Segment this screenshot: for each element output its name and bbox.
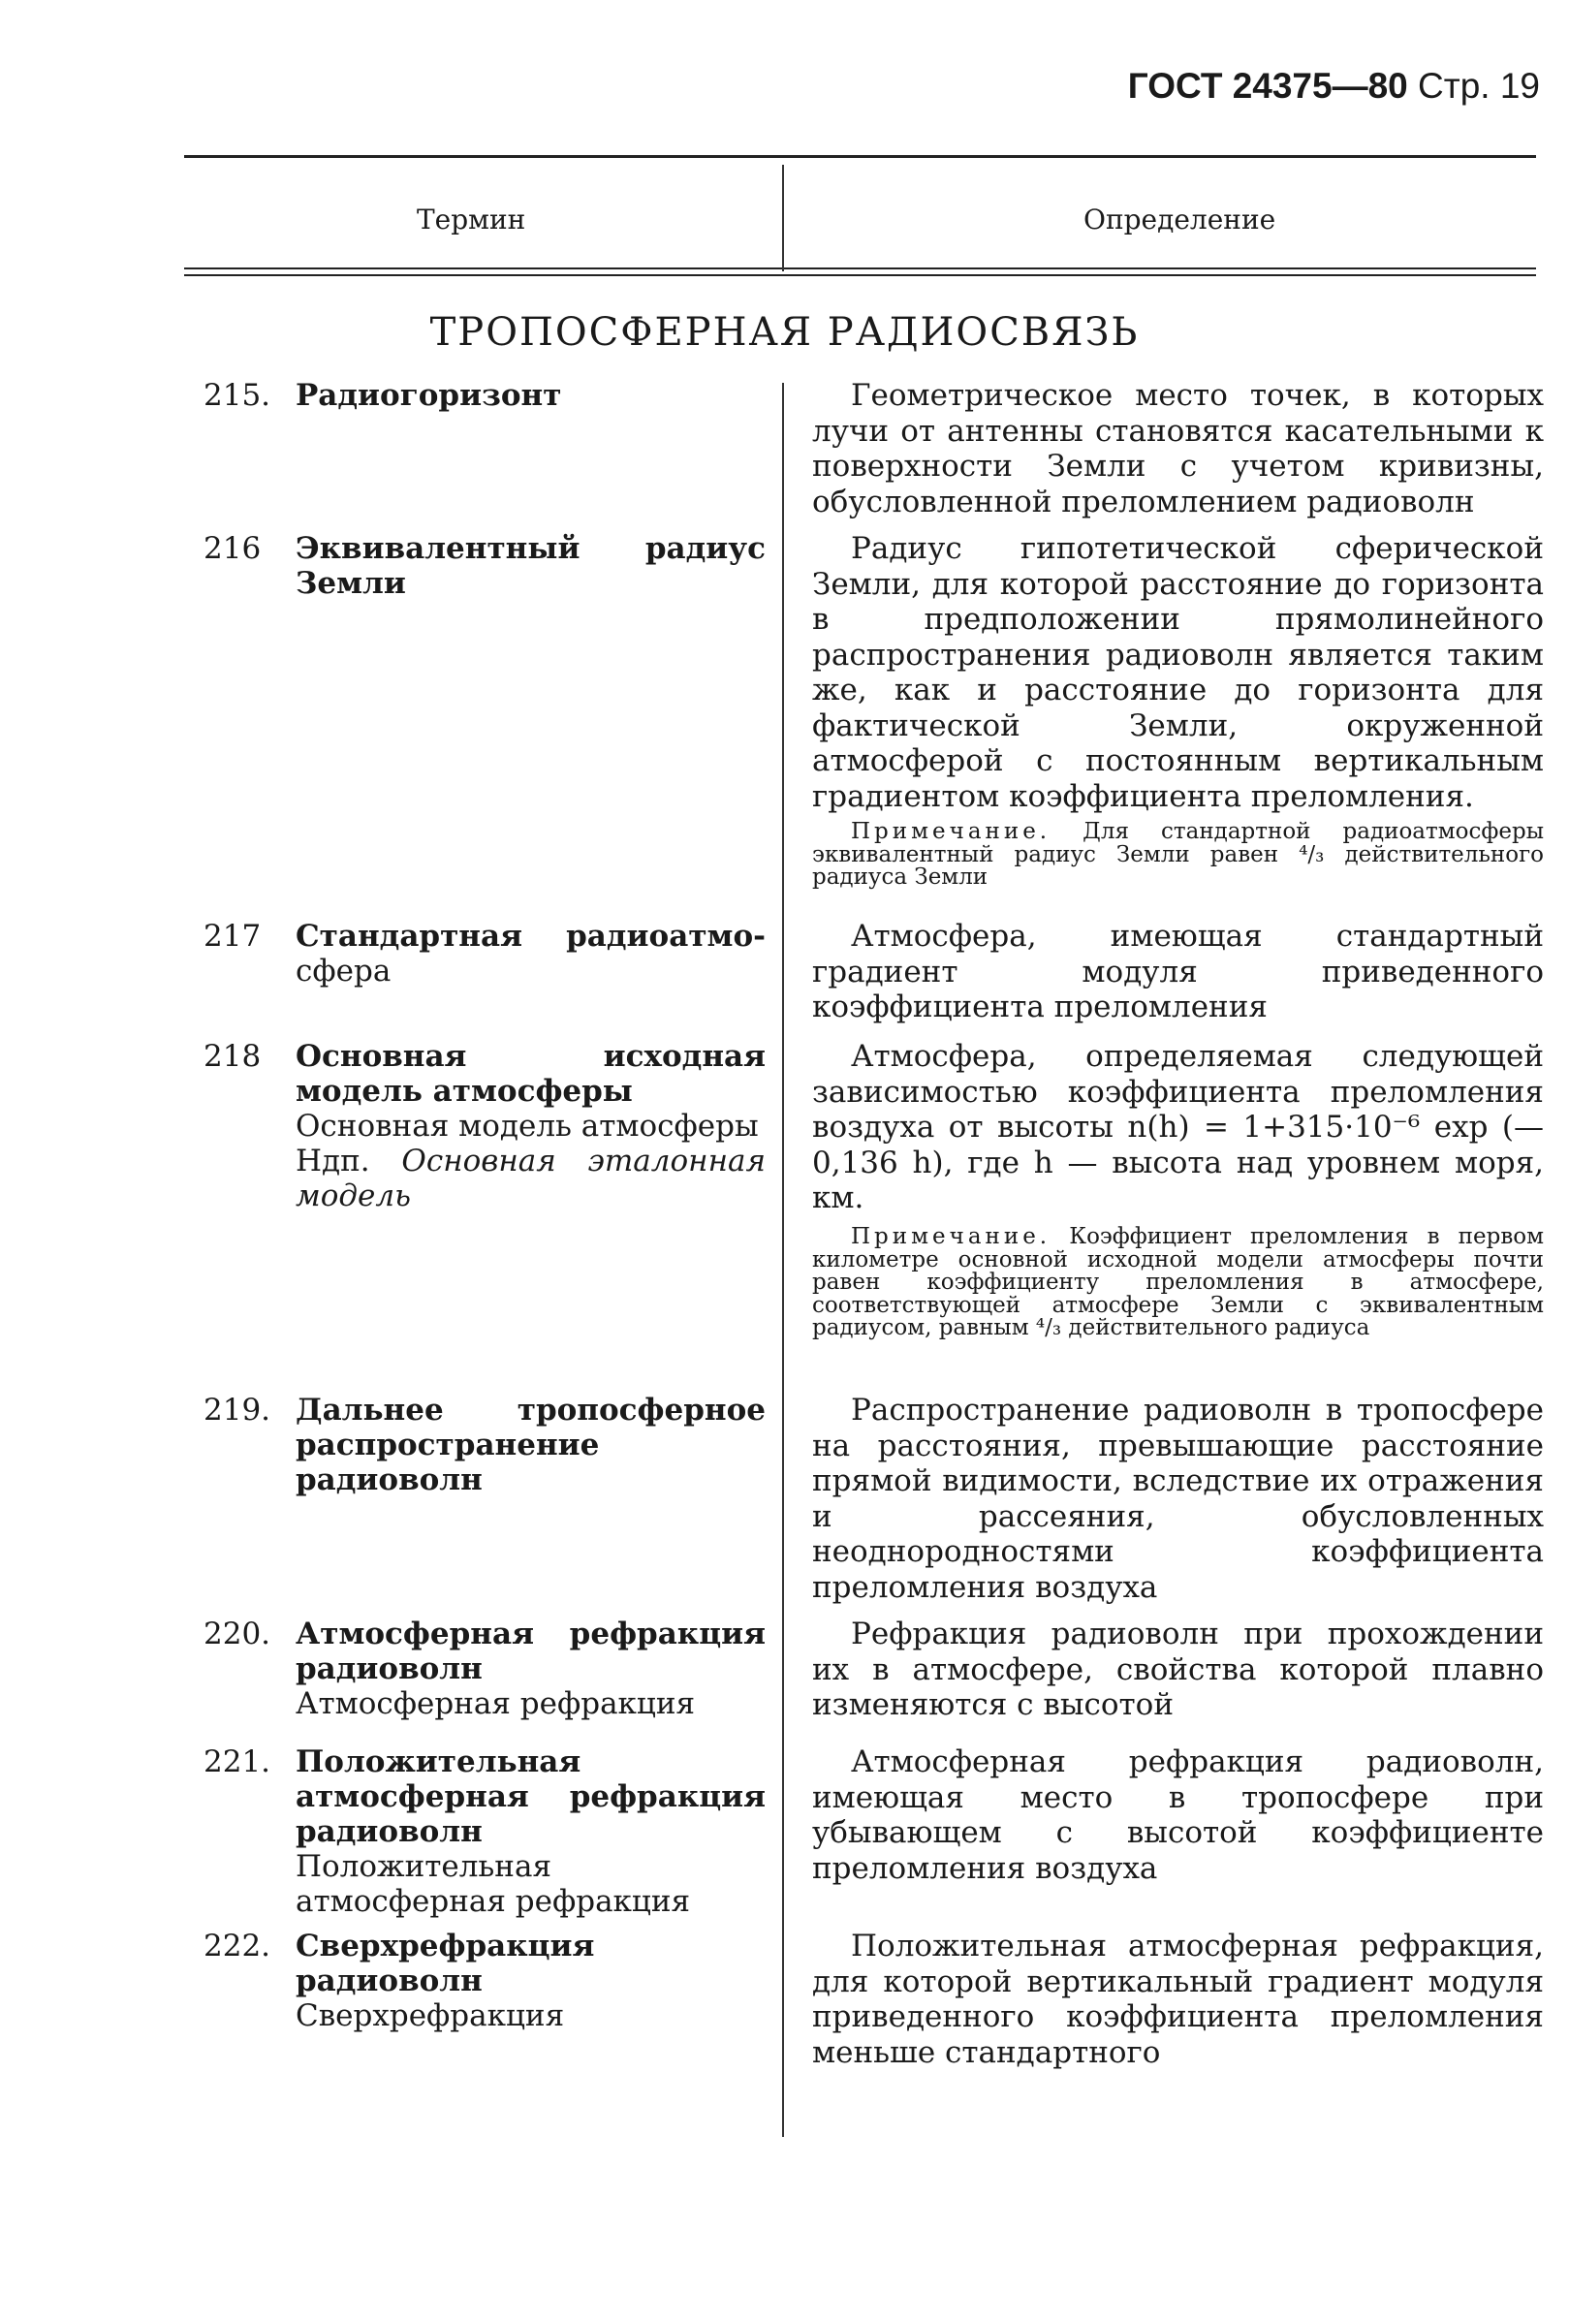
term-name: Атмосферная рефракция радиоволн <box>296 1617 766 1686</box>
page-header <box>1128 66 1540 107</box>
term <box>296 378 766 413</box>
note <box>812 1226 1544 1340</box>
definition: Положительная атмосферная рефракция, для которой вертикальный градиент модуля приведенного коэффициента преломления меньше стандартного <box>812 1929 1544 2070</box>
entry-number: 216 <box>204 531 262 566</box>
term-name: Стандартная радиоатмо- <box>296 919 766 954</box>
header-column-divider <box>782 165 784 271</box>
entry-number: 215. <box>204 378 271 413</box>
section-title: ТРОПОСФЕРНАЯ РАДИОСВЯЗЬ <box>429 310 1140 355</box>
term-name: Эквивалентный радиус Земли <box>296 531 766 601</box>
note <box>812 821 1544 890</box>
body-column-divider <box>782 383 784 2137</box>
table-header-rule-2 <box>184 274 1536 276</box>
entry-number: 221. <box>204 1744 271 1779</box>
term-name: Дальнее тропосферное распространение радиоволн <box>296 1393 766 1497</box>
term-name: Положительная атмосферная рефракция радиоволн <box>296 1744 766 1849</box>
term <box>296 1617 766 1721</box>
entry-number: 217 <box>204 919 262 954</box>
term-name-cont: сфера <box>296 954 392 989</box>
ndp-term: Основная эталонная модель <box>296 1144 767 1213</box>
entry-number: 218 <box>204 1039 262 1074</box>
definition: Радиус гипотетической сферической Земли, для которой расстояние до горизонта в предположении прямолинейного распространения радиоволн является таким же, как и расстояние до горизонта для фактической Земли, окруженной атмосферой с постоянным вертикальным градиентом коэффициента преломления. <box>812 531 1544 814</box>
entry-number: 219. <box>204 1393 271 1428</box>
table-header-rule-1 <box>184 267 1536 269</box>
term-name: Радиогоризонт <box>296 378 562 413</box>
note-label: Примечание. <box>851 819 1051 844</box>
note-text: Коэффициент преломления в первом километре основной исходной модели атмосферы почти равен коэффициенту преломления в атмосфере, соответствующей атмосфере Земли с эквивалентным радиусом, равным ⁴/₃ действительного радиуса <box>812 1224 1544 1340</box>
standard-number: ГОСТ 24375—80 <box>1127 66 1408 106</box>
term-synonym: Основная модель атмосферы <box>296 1109 759 1144</box>
term <box>296 1929 766 2033</box>
definition: Распространение радиоволн в тропосфере на расстояния, превышающие расстояние прямой видимости, вследствие их отражения и рассеяния, обусловленных неоднородностями коэффициента преломления воздуха <box>812 1393 1544 1605</box>
entry-number: 220. <box>204 1617 271 1651</box>
definition: Атмосфера, имеющая стандартный градиент модуля приведенного коэффициента преломления <box>812 919 1544 1024</box>
column-title-definition: Определение <box>1083 204 1276 236</box>
column-title-term: Термин <box>417 204 526 236</box>
term-synonym: Атмосферная рефракция <box>296 1686 696 1721</box>
table-top-rule <box>184 155 1536 158</box>
entry-number: 222. <box>204 1929 271 1963</box>
page-number: Стр. 19 <box>1418 66 1540 106</box>
term <box>296 531 766 601</box>
note-text: Для стандартной радиоатмосферы эквивалентный радиус Земли равен ⁴/₃ действительного радиуса Земли <box>812 819 1545 890</box>
definition: Атмосфера, определяемая следующей зависимостью коэффициента преломления воздуха от высоты n(h) = 1+315·10⁻⁶ exp (—0,136 h), где h — высота над уровнем моря, км. <box>812 1039 1544 1215</box>
ndp-label: Ндп. <box>296 1144 370 1178</box>
term <box>296 1393 766 1497</box>
term-name: Сверхрефракция радиоволн <box>296 1929 595 1998</box>
term <box>296 919 766 989</box>
term-ndp <box>296 1144 766 1213</box>
term <box>296 1039 766 1213</box>
definition: Атмосферная рефракция радиоволн, имеющая место в тропосфере при убывающем с высотой коэффициенте преломления воздуха <box>812 1744 1544 1886</box>
definition: Рефракция радиоволн при прохождении их в атмосфере, свойства которой плавно изменяются с высотой <box>812 1617 1544 1722</box>
term-synonym: Сверхрефракция <box>296 1998 565 2033</box>
term-synonym: Положительная атмосферная рефракция <box>296 1849 691 1919</box>
note-label: Примечание. <box>851 1224 1051 1249</box>
term-name: Основная исходная модель атмосферы <box>296 1039 766 1109</box>
term <box>296 1744 766 1919</box>
definition: Геометрическое место точек, в которых лучи от антенны становятся касательными к поверхности Земли с учетом кривизны, обусловленной преломлением радиоволн <box>812 378 1544 519</box>
